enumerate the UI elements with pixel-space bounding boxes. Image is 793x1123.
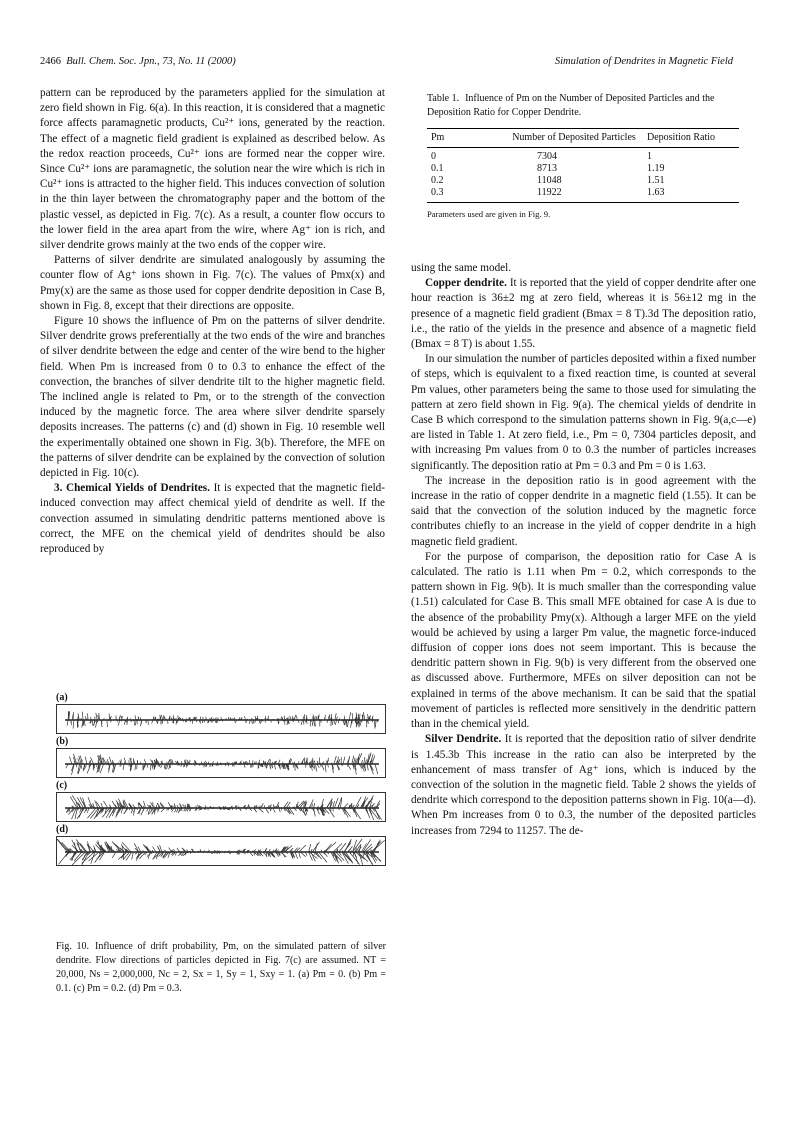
panel-label-a: (a)	[56, 692, 68, 703]
data-table	[427, 128, 739, 203]
cell-pm: 0.2	[431, 175, 444, 186]
cell-number: 8713	[537, 163, 557, 174]
figure-caption-label: Fig. 10.	[56, 941, 90, 952]
cell-pm: 0.1	[431, 163, 444, 174]
table-label: Table 1.	[427, 93, 460, 104]
cell-ratio: 1.19	[647, 163, 665, 174]
right-paragraph-3: The increase in the deposition ratio is in good agreement with the increase in the ratio of copper dendrite in a magnetic field (1.55). It can be said that the convection of the solution induced by the magnetic force contributes chiefly to an increase in the yield of copper dendrite in a high magnetic field gradient.	[411, 474, 756, 548]
header-number: Number of Deposited Particles	[505, 129, 643, 148]
right-paragraph-5	[411, 732, 756, 838]
left-paragraph-4	[40, 481, 385, 557]
dendrite-pattern-c	[57, 793, 386, 822]
cell-ratio: 1.51	[647, 175, 665, 186]
panel-label-d: (d)	[56, 824, 69, 835]
panel-label-c: (c)	[56, 780, 68, 791]
left-paragraph-4-text: It is expected that the magnetic field-induced convection may affect chemical yield of dendrite as well. If the convection assumed in simulating dendritic patterns mentioned above is correct, the MFE on the chemical yield of dendrites should be also reproduced by	[40, 482, 385, 556]
right-paragraph-1	[411, 276, 756, 352]
dendrite-pattern-d	[57, 837, 386, 866]
header-ratio: Deposition Ratio	[643, 129, 739, 148]
dendrite-pattern-b	[57, 749, 386, 778]
left-column	[40, 86, 385, 557]
cell-number: 11922	[505, 187, 643, 203]
panel-label-b: (b)	[56, 736, 69, 747]
table-row	[427, 187, 739, 203]
section-heading-silver: Silver Dendrite.	[425, 733, 502, 746]
right-paragraph-1-text: It is reported that the yield of copper dendrite after one hour reaction is 36±2 mg at zero field, whereas it is 56±12 mg in the presence of a magnetic field gradient (Bmax = 8 T).3d The deposition ratio, i.e., the ratio of the yields in the presence and absence of a magnetic field (Bmax = 8 T) is about 1.55.	[411, 277, 757, 351]
table-header-row	[427, 129, 739, 148]
dendrite-panel-c	[56, 792, 386, 822]
table-row	[427, 148, 739, 164]
table-caption	[411, 92, 756, 120]
right-paragraph-2: In our simulation the number of particles deposited within a fixed number of steps, which is equivalent to a fixed reaction time, is counted at several Pm values, other parameters being the same to those used for simulating the pattern at zero field shown in Fig. 9(a). The chemical yields of dendrite in Case B which correspond to the simulation patterns shown in Fig. 9(a,c—e) are listed in Table 1. At zero field, i.e., Pm = 0, 7304 particles deposit, and with increasing Pm values from 0 to 0.3 the number of particles increases significantly. The deposition ratio at Pm = 0.3 and Pm = 0 is 1.63.	[411, 353, 756, 472]
left-paragraph-1: pattern can be reproduced by the parameters applied for the simulation at zero field shown in Fig. 6(a). In this reaction, it is considered that a magnetic force affects paramagnetic products, Cu²⁺ ions, generated by the reaction. The effect of a magnetic field gradient is explained as described below. As the redox reaction proceeds, Cu²⁺ ions are formed near the copper wire. Since Cu²⁺ ions are paramagnetic, the solution near the wire which is rich in Cu²⁺ ions is attracted to the higher field. This induces convection of solution in the thin layer between the chromatography paper and the bottom of the plastic vessel, as depicted in Fig. 7(c). As a result, a counter flow occurs to the lower field in the area apart from the wire, where Ag⁺ ion is rich, and silver dendrite grows mainly at the two ends of the copper wire.	[40, 87, 385, 252]
section-heading-copper: Copper dendrite.	[425, 277, 507, 290]
running-title: Simulation of Dendrites in Magnetic Field	[554, 56, 733, 67]
cell-pm: 0	[431, 151, 436, 162]
table-1	[411, 92, 756, 219]
right-column	[411, 261, 756, 839]
header-pm: Pm	[427, 129, 505, 148]
right-paragraph-5-text: It is reported that the deposition ratio of silver dendrite is 1.45.3b This increase in the ratio can also be interpreted by the enhancement of mass transfer of Ag⁺ ions, which is induced by the convection of the solution in the magnetic field. Table 2 shows the yields of dendrite which correspond to the deposition patterns shown in Fig. 10(a—d). When Pm increases from 0 to 0.3, the number of the deposited particles increases from 7294 to 11257. The de-	[411, 733, 757, 837]
cell-number: 7304	[537, 151, 557, 162]
journal-citation: Bull. Chem. Soc. Jpn., 73, No. 11 (2000)	[66, 56, 236, 67]
figure-10	[56, 690, 386, 866]
cell-ratio: 1	[647, 151, 652, 162]
right-paragraph-0: using the same model.	[411, 262, 512, 274]
right-paragraph-4: For the purpose of comparison, the deposition ratio for Case A is calculated. The ratio is 1.11 when Pm = 0.2, which corresponds to the pattern shown in Fig. 9(b). It is much smaller than the corresponding value (1.51) calculated for Case B. This small MFE obtained for case A is due to the absence of the probability Pmy(x). Although a larger MFE on the yield would be achieved by using a larger Pm value, the magnetic force-induced diffusion of copper ions does not seem important. This is because the dendritic pattern shown in Fig. 9(b) is very different from the observed one as discussed above. Furthermore, MFEs on silver deposition can not be explained in terms of the above mechanism. It can be said that the spatial movement of particles is reflected more sensitively in the dendritic pattern than in the chemical yield.	[411, 550, 756, 731]
figure-caption-text: Influence of drift probability, Pm, on the simulated pattern of silver dendrite. Flow directions of particles depicted in Fig. 7(c) are assumed. NT = 20,000, Ns = 2,000,000, Nc = 2, Sx = 1, Sy = 1, Sxy = 1. (a) Pm = 0. (b) Pm = 0.1. (c) Pm = 0.2. (d) Pm = 0.3.	[56, 941, 386, 994]
cell-number: 11048	[537, 175, 562, 186]
left-paragraph-2: Patterns of silver dendrite are simulated analogously by assuming the counter flow of Ag⁺ ions shown in Fig. 7(c). The values of Pmx(x) and Pmy(x) are the same as those used for copper dendrite deposition in Case B, shown in Fig. 8, except that their directions are opposite.	[40, 254, 385, 312]
table-note: Parameters used are given in Fig. 9.	[427, 209, 551, 219]
dendrite-pattern-a	[57, 705, 386, 734]
table-caption-text: Influence of Pm on the Number of Deposited Particles and the Deposition Ratio for Copper Dendrite.	[427, 93, 715, 118]
table-row	[427, 175, 739, 187]
page-header	[40, 56, 733, 72]
dendrite-panel-d	[56, 836, 386, 866]
header-left	[40, 56, 236, 72]
dendrite-panel-b	[56, 748, 386, 778]
dendrite-panel-a	[56, 704, 386, 734]
page-number: 2466	[40, 56, 61, 67]
figure-10-caption	[56, 940, 386, 996]
section-heading-chemical-yields: 3. Chemical Yields of Dendrites.	[54, 482, 210, 495]
cell-pm: 0.3	[427, 187, 505, 203]
table-row	[427, 163, 739, 175]
left-paragraph-3: Figure 10 shows the influence of Pm on the patterns of silver dendrite. Silver dendrite grows preferentially at the two ends of the wire and branches of silver dendrite between the edge and center of the wire bend to the higher field. When Pm is increased from 0 to 0.3 to enhance the effect of the convection, the branches of silver dendrite tilt to the higher magnetic field. The inclined angle is related to Pm, or to the strength of the convection induced by the magnetic force. The area where silver dendrite sparsely deposits increases. The patterns (c) and (d) shown in Fig. 10 resemble well the experimentally obtained one shown in Fig. 3(b). Therefore, the MFE on the patterns of silver dendrite can be explained by the convection of solution depicted in Fig. 10(c).	[40, 315, 385, 480]
cell-ratio: 1.63	[643, 187, 739, 203]
